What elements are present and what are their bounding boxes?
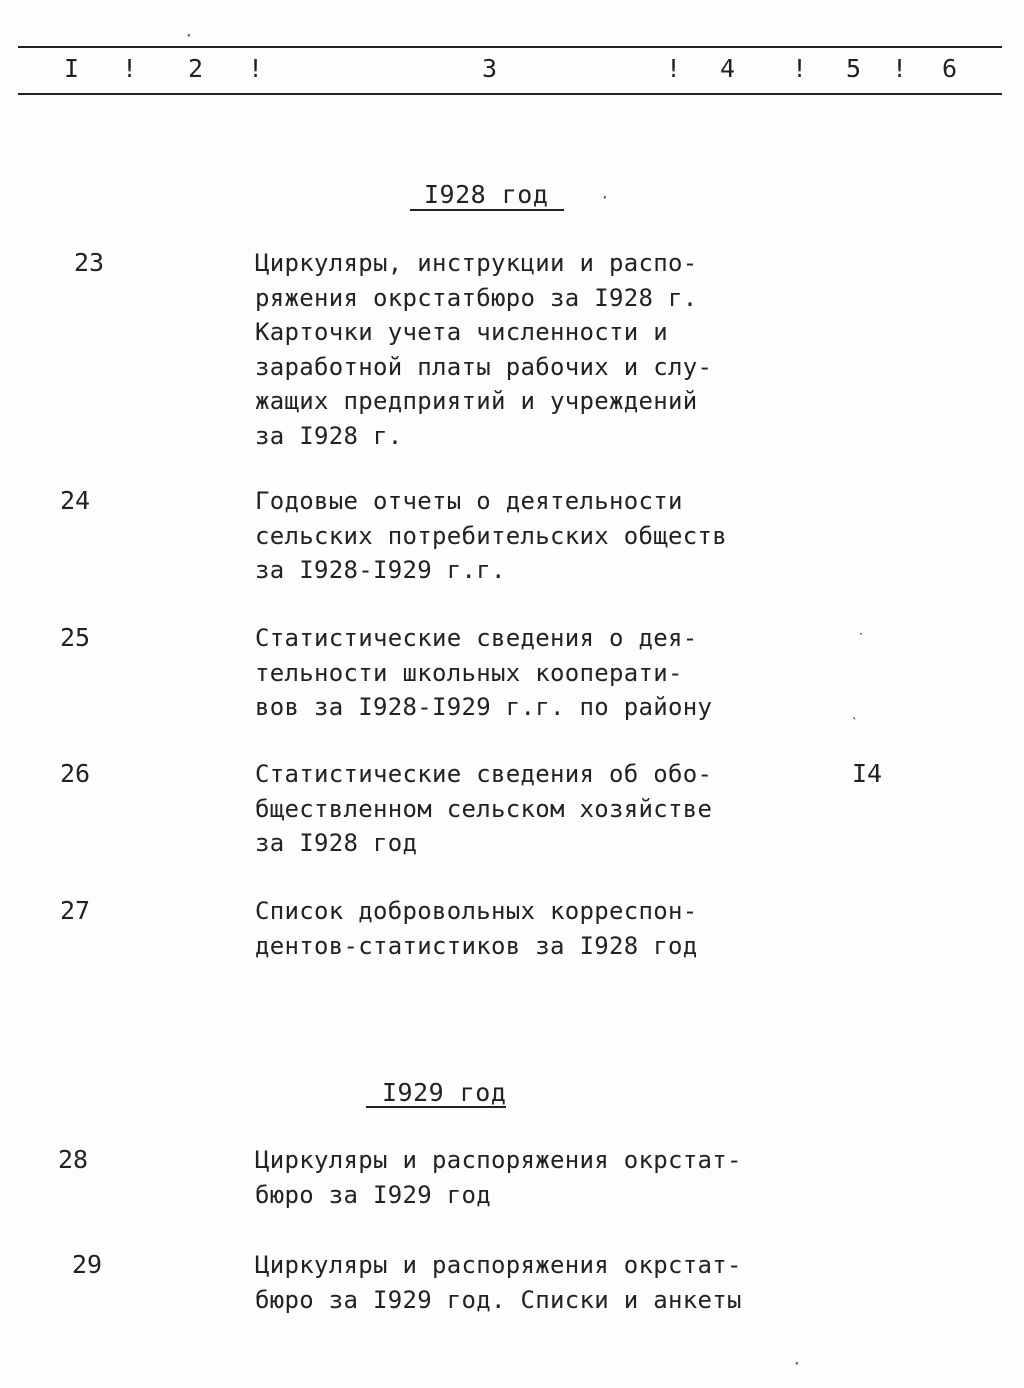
entry-number: 28 — [58, 1145, 89, 1174]
entry-line: бюро за I929 год — [255, 1180, 491, 1209]
header-top-rule — [18, 46, 1002, 48]
column-header-6: 6 — [942, 54, 958, 83]
entry-number: 27 — [60, 896, 91, 925]
column-5-value: I4 — [852, 759, 883, 788]
entry-line: ряжения окрстатбюро за I928 г. — [255, 283, 698, 312]
section-heading-underline — [366, 1106, 506, 1108]
entry-line: Статистические сведения о дея- — [255, 624, 698, 652]
entry-line: дентов-статистиков за I928 год — [255, 931, 698, 960]
scan-speck: ˋ — [850, 714, 860, 733]
entry-line: жащих предприятий и учреждений — [255, 387, 698, 415]
column-header-2: 2 — [188, 54, 204, 83]
column-header-4: 4 — [720, 54, 736, 83]
entry-description — [255, 621, 725, 725]
entry-line: заработной платы рабочих и слу- — [255, 352, 713, 381]
header-bottom-rule — [18, 93, 1002, 95]
column-separator: ! — [248, 54, 264, 83]
entry-line: тельности школьных кооперати- — [255, 658, 683, 687]
entry-line: Список добровольных корреспон- — [255, 897, 698, 925]
entry-number: 26 — [60, 759, 91, 788]
entry-line: за I928 г. — [255, 421, 403, 450]
entry-line: Циркуляры, инструкции и распо- — [255, 249, 698, 277]
column-separator: ! — [892, 54, 908, 83]
column-header-5: 5 — [846, 54, 862, 83]
entry-number: 23 — [74, 248, 105, 277]
entry-line: Статистические сведения об обо- — [255, 760, 713, 788]
section-heading-underline — [410, 209, 564, 211]
scan-speck: · — [184, 26, 194, 45]
entry-line: за I928 год — [255, 829, 418, 857]
entry-line: Циркуляры и распоряжения окрстат- — [255, 1251, 742, 1279]
entry-description — [255, 1143, 742, 1212]
column-separator: ! — [122, 54, 138, 83]
section-heading-1928: I928 год — [424, 180, 549, 209]
column-header-3: 3 — [482, 54, 498, 83]
scan-speck: · — [792, 1354, 802, 1373]
entry-description — [255, 1248, 742, 1317]
entry-line: сельских потребительских обществ — [255, 521, 727, 550]
entry-line: Годовые отчеты о деятельности — [255, 487, 683, 515]
entry-line: вов за I928-I929 г.г. по району — [255, 693, 713, 721]
entry-description — [255, 484, 725, 588]
scan-speck: ˙ — [856, 630, 866, 649]
scan-speck: · — [600, 188, 610, 207]
entry-number: 25 — [60, 623, 91, 652]
entry-number: 24 — [60, 486, 91, 515]
entry-number: 29 — [72, 1250, 103, 1279]
entry-description — [255, 757, 725, 861]
entry-line: за I928-I929 г.г. — [255, 556, 506, 584]
entry-line: Карточки учета численности и — [255, 318, 668, 346]
entry-description — [255, 246, 725, 453]
entry-description — [255, 894, 725, 963]
column-separator: ! — [792, 54, 808, 83]
column-header-1: I — [64, 54, 80, 83]
section-heading-1929: I929 год — [382, 1078, 507, 1107]
entry-line: Циркуляры и распоряжения окрстат- — [255, 1146, 742, 1174]
entry-line: бюро за I929 год. Списки и анкеты — [255, 1285, 742, 1314]
column-separator: ! — [666, 54, 682, 83]
entry-line: бществленном сельском хозяйстве — [255, 794, 713, 823]
